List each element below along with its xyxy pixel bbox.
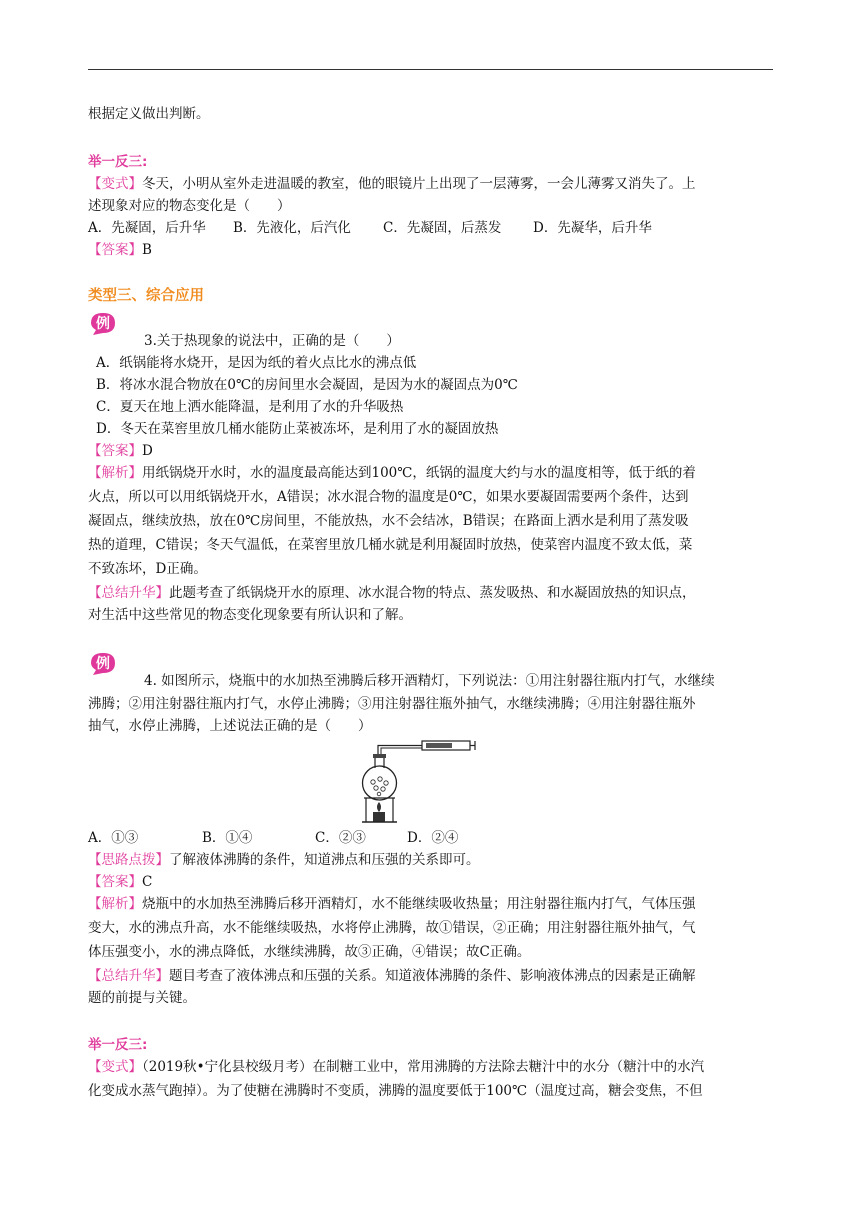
option-d: D．先凝华，后升华	[533, 220, 652, 236]
answer-value: C	[142, 874, 153, 890]
header-rule	[88, 69, 773, 70]
example3-explanation-line2: 火点，所以可以用纸锅烧开水，A错误；冰水混合物的温度是0℃，如果水要凝固需要两个条件，达到	[88, 489, 689, 505]
option-c: C．先凝固，后蒸发	[383, 220, 502, 236]
flask-syringe-figure	[356, 738, 476, 824]
badge-label: 例	[96, 316, 110, 332]
example3-explanation-line3: 凝固点，继续放热，放在0℃房间里，不能放热，水不会结冰，B错误；在路面上洒水是利用了蒸发吸	[88, 513, 689, 529]
explanation-text: 烧瓶中的水加热至沸腾后移开酒精灯，水不能继续吸收热量；用注射器往瓶内打气，气体压强	[142, 896, 696, 912]
variant-tag: 【变式】	[88, 1059, 142, 1075]
example-badge-icon	[88, 310, 118, 336]
answer-value: B	[142, 242, 152, 258]
practice-heading: 举一反三:	[88, 1037, 148, 1053]
badge-label: 例	[96, 656, 110, 672]
example4-explanation-line2: 变大，水的沸点升高，水不能继续吸热，水将停止沸腾，故①错误，②正确；用注射器往瓶外抽气，气	[88, 920, 696, 936]
example3-option-d: D．冬天在菜窖里放几桶水能防止菜被冻坏，是利用了水的凝固放热	[96, 421, 499, 437]
hint-tag: 【思路点拨】	[88, 852, 169, 868]
explanation-text: 用纸锅烧开水时，水的温度最高能达到100℃，纸锅的温度大约与水的温度相等，低于纸的着	[142, 465, 696, 481]
practice2-question-line2: 化变成水蒸气跑掉）。为了使糖在沸腾时不变质，沸腾的温度要低于100℃（温度过高，糖会变焦，不但	[88, 1083, 703, 1099]
summary-tag: 【总结升华】	[88, 968, 169, 984]
practice-heading: 举一反三:	[88, 154, 148, 170]
example3-explanation-line4: 热的道理，C错误；冬天气温低，在菜窖里放几桶水就是利用凝固时放热，使菜窖内温度不致太低，菜	[88, 537, 693, 553]
example3-explanation-line5: 不致冻坏，D正确。	[88, 561, 207, 577]
summary-tag: 【总结升华】	[88, 585, 169, 601]
option-a: A．①③	[88, 830, 139, 846]
variant-text: 冬天，小明从室外走进温暖的教室，他的眼镜片上出现了一层薄雾，一会儿薄雾又消失了。上	[142, 176, 696, 192]
example3-option-c: C．夏天在地上洒水能降温，是利用了水的升华吸热	[96, 399, 404, 415]
explanation-tag: 【解析】	[88, 465, 142, 481]
option-c: C．②③	[315, 830, 366, 846]
example4-stem-line3: 抽气，水停止沸腾，上述说法正确的是（ ）	[88, 718, 372, 734]
option-b: B．先液化，后汽化	[233, 220, 351, 236]
explanation-tag: 【解析】	[88, 896, 142, 912]
example3-stem: 3.关于热现象的说法中，正确的是（ ）	[144, 333, 400, 349]
example4-hint	[88, 850, 480, 870]
example4-summary-line1	[88, 966, 696, 986]
practice2-question-line1	[88, 1057, 704, 1077]
section-title: 类型三、综合应用	[88, 288, 204, 304]
summary-text: 此题考查了纸锅烧开水的原理、冰水混合物的特点、蒸发吸热、和水凝固放热的知识点，	[169, 585, 696, 601]
practice-question-line2: 述现象对应的物态变化是（ ）	[88, 198, 291, 214]
summary-text: 题目考查了液体沸点和压强的关系。知道液体沸腾的条件、影响液体沸点的因素是正确解	[169, 968, 696, 984]
answer-tag: 【答案】	[88, 443, 142, 459]
intro-text: 根据定义做出判断。	[88, 106, 210, 122]
example4-summary-line2: 题的前提与关键。	[88, 990, 196, 1006]
practice-answer	[88, 240, 152, 260]
practice-options	[88, 218, 652, 238]
practice-question-line1	[88, 174, 696, 194]
example4-options	[88, 828, 458, 848]
example3-answer	[88, 441, 153, 461]
example4-answer	[88, 872, 152, 892]
option-a: A．先凝固，后升华	[88, 220, 206, 236]
example3-summary-line1	[88, 583, 696, 603]
option-d: D．②④	[407, 830, 459, 846]
example-badge-icon	[88, 650, 118, 676]
answer-tag: 【答案】	[88, 874, 142, 890]
example4-explanation-line3: 体压强变小，水的沸点降低，水继续沸腾，故③正确，④错误；故C正确。	[88, 944, 531, 960]
option-b: B．①④	[202, 830, 253, 846]
answer-value: D	[142, 443, 153, 459]
answer-tag: 【答案】	[88, 242, 142, 258]
example4-stem-line1: 4. 如图所示，烧瓶中的水加热至沸腾后移开酒精灯，下列说法：①用注射器往瓶内打气，水继续	[144, 673, 715, 689]
hint-text: 了解液体沸腾的条件，知道沸点和压强的关系即可。	[169, 852, 480, 868]
variant-text: （2019秋•宁化县校级月考）在制糖工业中，常用沸腾的方法除去糖汁中的水分（糖汁中的水汽	[142, 1059, 705, 1075]
variant-tag: 【变式】	[88, 176, 142, 192]
example4-stem-line2: 沸腾；②用注射器往瓶内打气，水停止沸腾；③用注射器往瓶外抽气，水继续沸腾；④用注射器往瓶外	[88, 696, 696, 712]
example3-explanation-line1	[88, 463, 696, 483]
example3-option-a: A．纸锅能将水烧开，是因为纸的着火点比水的沸点低	[96, 355, 417, 371]
example4-explanation-line1	[88, 894, 696, 914]
example3-option-b: B．将冰水混合物放在0℃的房间里水会凝固，是因为水的凝固点为0℃	[96, 377, 518, 393]
example3-summary-line2: 对生活中这些常见的物态变化现象要有所认识和了解。	[88, 607, 412, 623]
